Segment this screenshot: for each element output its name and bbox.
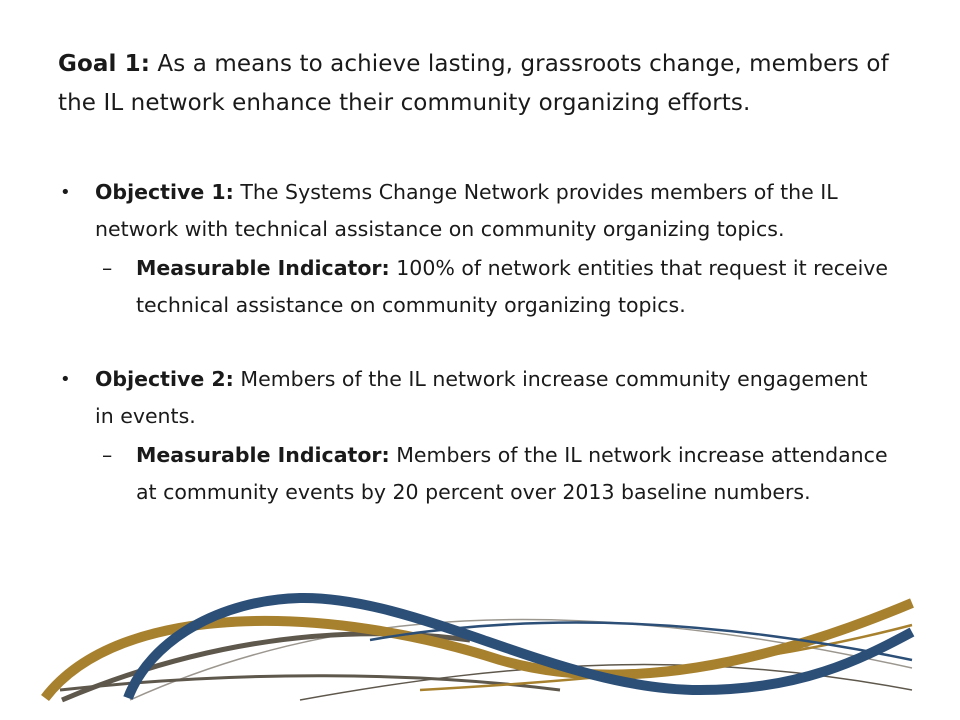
objective-2-text: Members of the IL network increase community engagement in events. [95, 367, 868, 428]
indicator-1 [60, 250, 890, 324]
indicator-1-label: Measurable Indicator: [136, 256, 390, 280]
goal-label: Goal 1: [58, 51, 150, 77]
goal-text: As a means to achieve lasting, grassroots change, members of the IL network enhance their community organizing efforts. [58, 51, 889, 116]
dash-icon: – [102, 443, 113, 467]
objectives-list [60, 174, 890, 511]
bullet-icon: • [60, 182, 71, 203]
goal-statement [58, 45, 918, 123]
objective-2 [60, 361, 890, 435]
decorative-waves [0, 560, 960, 720]
indicator-2 [60, 437, 890, 511]
objective-2-label: Objective 2: [95, 367, 234, 391]
objective-1-label: Objective 1: [95, 180, 234, 204]
objective-1-text: The Systems Change Network provides members of the IL network with technical assistance on community organizing topics. [95, 180, 838, 241]
wave-lightgray [130, 620, 912, 700]
indicator-2-text: Members of the IL network increase attendance at community events by 20 percent over 2013 baseline numbers. [136, 443, 888, 504]
indicator-1-text: 100% of network entities that request it receive technical assistance on community organizing topics. [136, 256, 889, 317]
dash-icon: – [102, 256, 113, 280]
objective-1 [60, 174, 890, 248]
indicator-2-label: Measurable Indicator: [136, 443, 390, 467]
bullet-icon: • [60, 369, 71, 390]
